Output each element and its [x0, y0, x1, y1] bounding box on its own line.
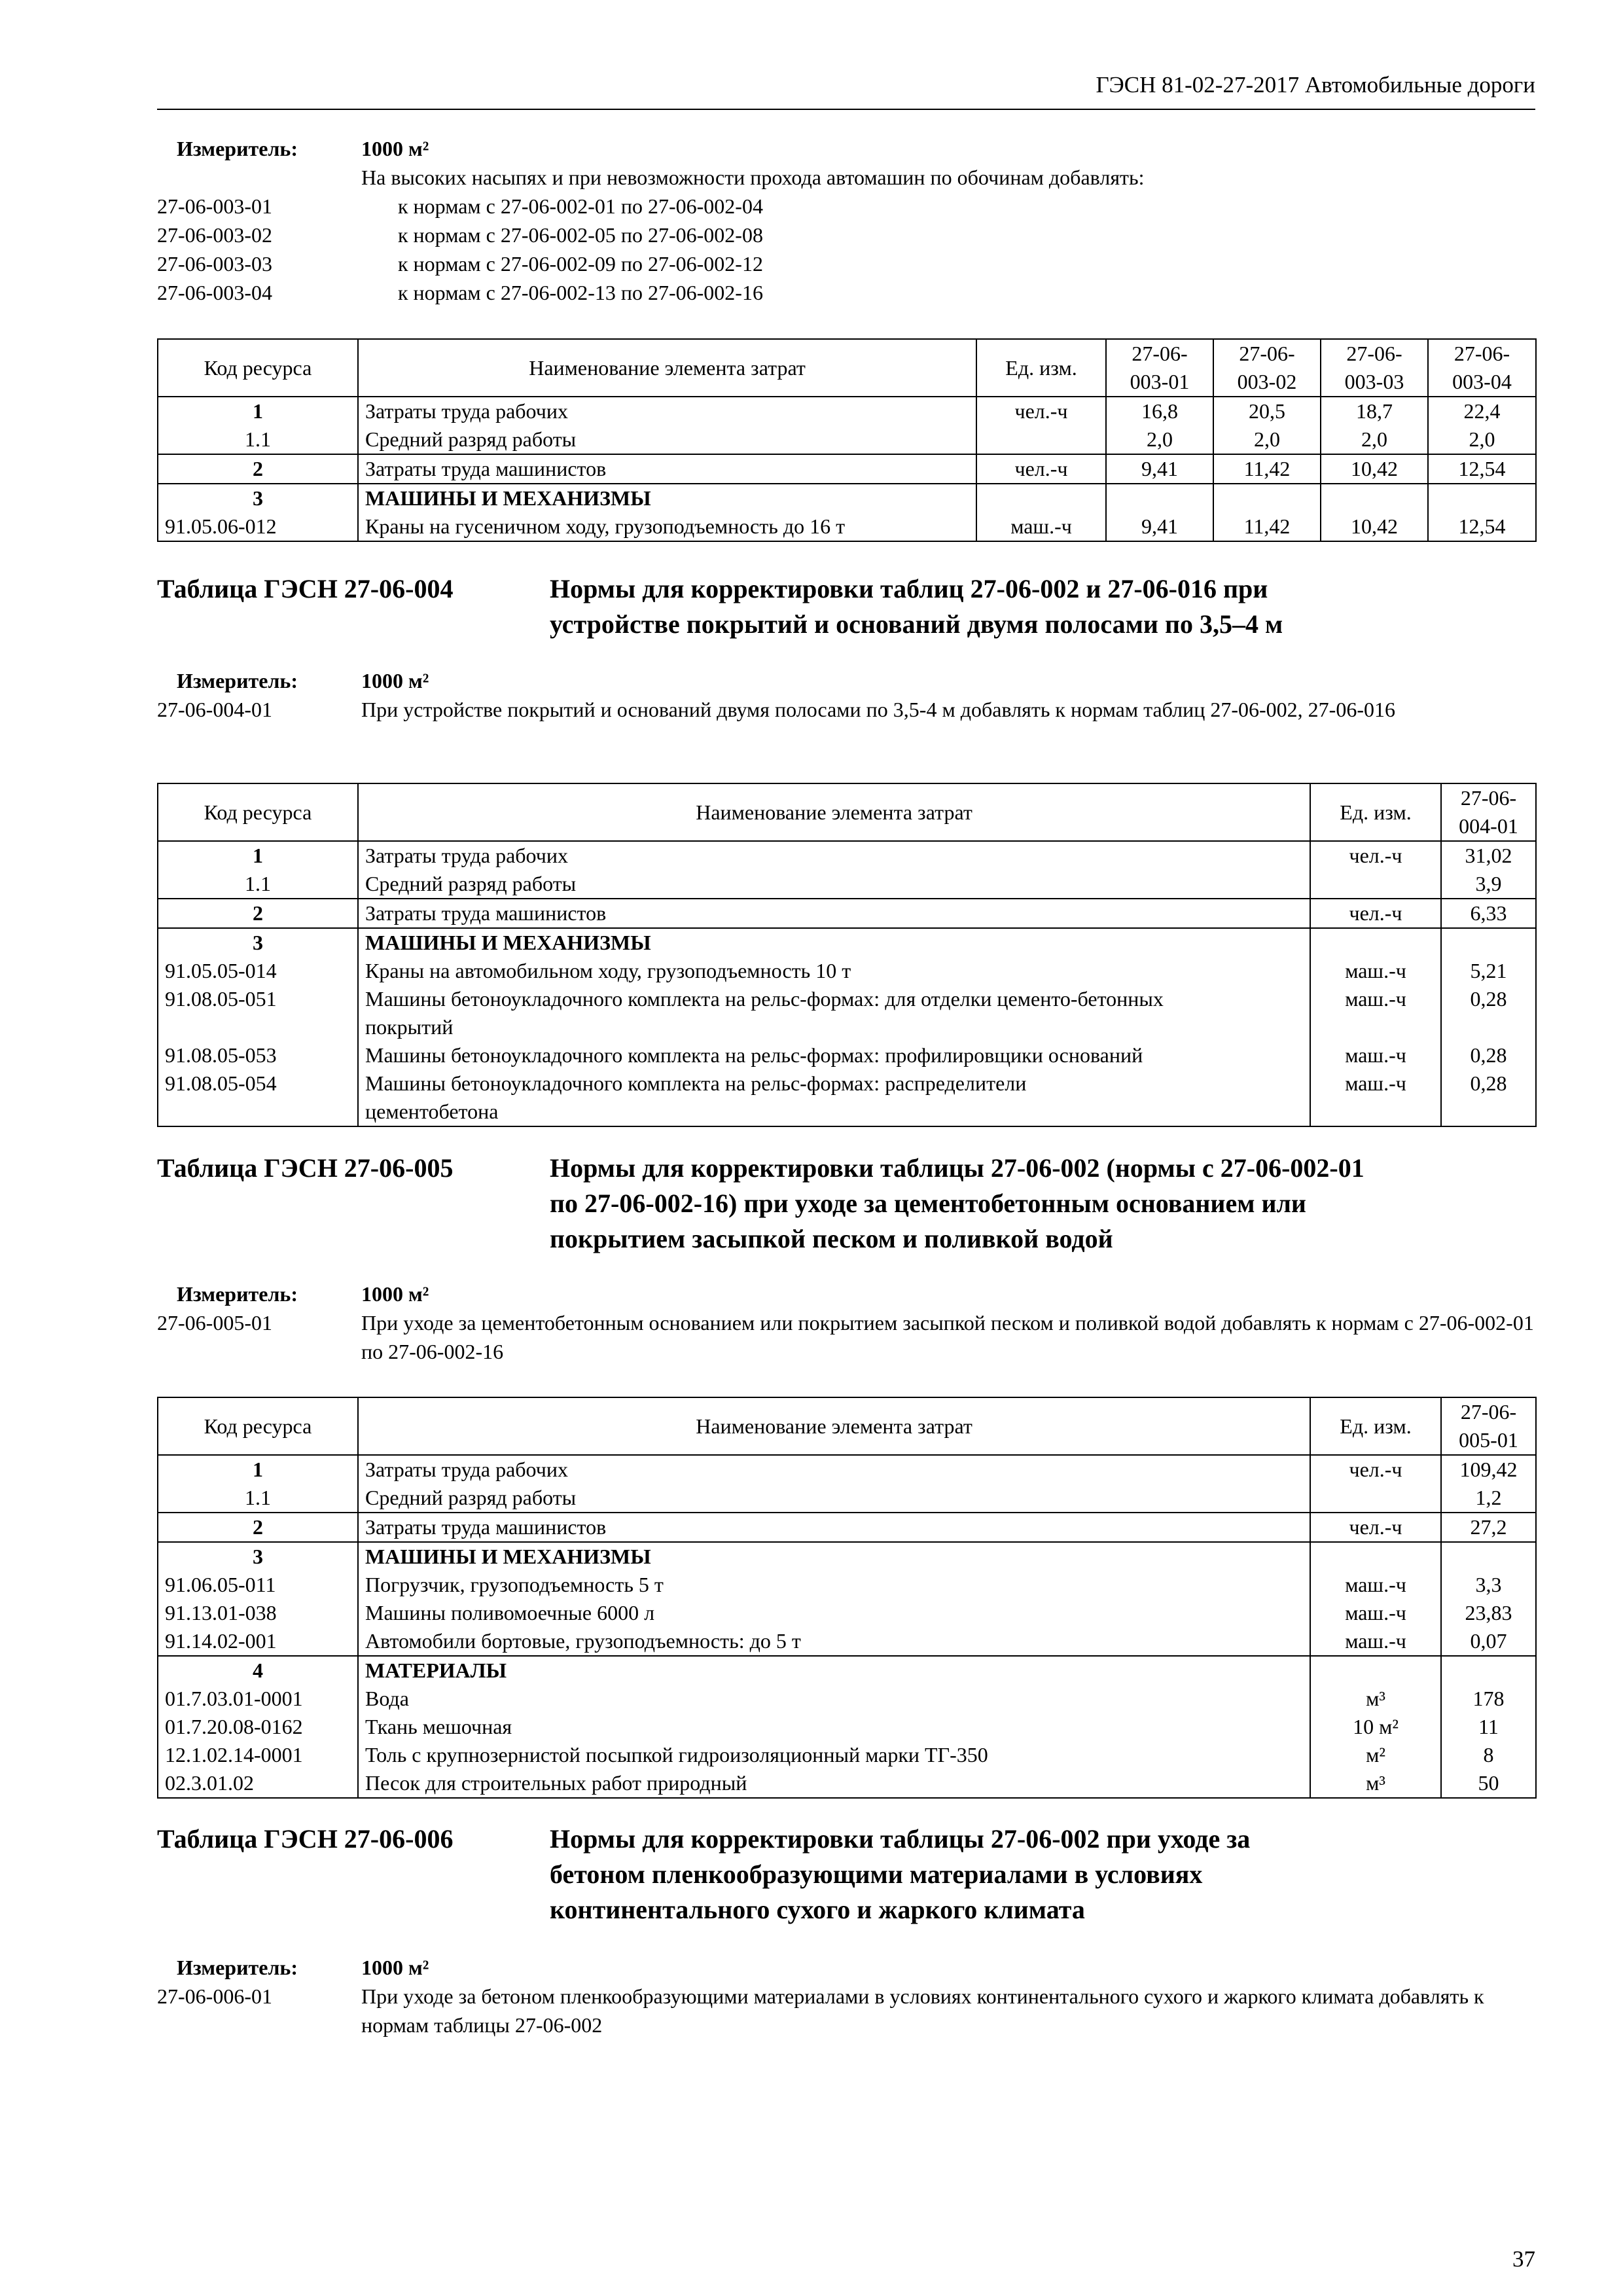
resource-value: 11: [1441, 1713, 1536, 1741]
resource-code: 1.1: [158, 870, 358, 899]
resource-value: 12,54: [1428, 512, 1536, 541]
resource-unit: маш.-ч: [1310, 957, 1441, 985]
resource-unit: м³: [1310, 1685, 1441, 1713]
resource-name: Краны на гусеничном ходу, грузоподъемность до 16 т: [358, 512, 976, 541]
table-row: [158, 1627, 1536, 1656]
table-title-005: [157, 1151, 1535, 1257]
col-header-name: Наименование элемента затрат: [358, 1397, 1310, 1455]
resource-code: 2: [158, 1513, 358, 1542]
resource-code: 2: [158, 454, 358, 484]
table-row: [158, 484, 1536, 512]
resource-unit: м²: [1310, 1741, 1441, 1769]
page-header: [157, 72, 1535, 110]
resource-code: 91.14.02-001: [158, 1627, 358, 1656]
section-004-intro: [157, 666, 1535, 724]
measure-unit: 1000 м²: [361, 669, 429, 692]
norm-text: к нормам с 27-06-002-13 по 27-06-002-16: [398, 281, 763, 304]
table-row: [158, 454, 1536, 484]
resource-name: Автомобили бортовые, грузоподъемность: до 5 т: [358, 1627, 1310, 1656]
resource-code: 12.1.02.14-0001: [158, 1741, 358, 1769]
norm-code: 27-06-004-01: [157, 698, 272, 721]
resource-name: МАШИНЫ И МЕХАНИЗМЫ: [358, 484, 976, 512]
resource-code: 01.7.20.08-0162: [158, 1713, 358, 1741]
measure-label: Измеритель:: [177, 137, 298, 160]
table-row: [158, 957, 1536, 985]
resource-unit: маш.-ч: [1310, 1069, 1441, 1126]
col-header-name: Наименование элемента затрат: [358, 783, 1310, 841]
table-title-004: [157, 571, 1535, 642]
resource-value: 12,54: [1428, 454, 1536, 484]
col-header-unit: Ед. изм.: [1310, 1397, 1441, 1455]
resource-unit: чел.-ч: [1310, 899, 1441, 928]
table-number: Таблица ГЭСН 27-06-004: [157, 574, 454, 603]
measure-label: Измеритель:: [177, 1956, 298, 1979]
resource-value: 11,42: [1213, 512, 1321, 541]
table-number: Таблица ГЭСН 27-06-005: [157, 1153, 454, 1183]
table-row: [158, 899, 1536, 928]
resource-name: Машины бетоноукладочного комплекта на рельс-формах: распределители цементобетона: [358, 1069, 1310, 1126]
norm-code: 27-06-003-02: [157, 223, 272, 247]
resource-value: 9,41: [1106, 454, 1213, 484]
norm-code: 27-06-003-03: [157, 252, 272, 276]
resource-value: [1106, 484, 1213, 512]
table-row: [158, 1713, 1536, 1741]
resource-code: 4: [158, 1656, 358, 1685]
resource-code: 3: [158, 1542, 358, 1571]
resource-value: 10,42: [1321, 512, 1428, 541]
table-row: [158, 841, 1536, 870]
resource-name: Машины бетоноукладочного комплекта на рельс-формах: для отделки цементо-бетонных покрытий: [358, 985, 1310, 1041]
table-row: [158, 1455, 1536, 1484]
resource-value: 31,02: [1441, 841, 1536, 870]
resource-name: Толь с крупнозернистой посыпкой гидроизоляционный марки ТГ-350: [358, 1741, 1310, 1769]
resource-value: [1213, 484, 1321, 512]
resource-name: Краны на автомобильном ходу, грузоподъемность 10 т: [358, 957, 1310, 985]
resource-code: 91.08.05-054: [158, 1069, 358, 1126]
resource-value: 9,41: [1106, 512, 1213, 541]
resource-value: 20,5: [1213, 397, 1321, 425]
col-header-norm: 27-06-003-02: [1213, 339, 1321, 397]
col-header-norm: 27-06-005-01: [1441, 1397, 1536, 1455]
table-row: [158, 985, 1536, 1041]
resource-value: 0,28: [1441, 1041, 1536, 1069]
norm-code: 27-06-005-01: [157, 1311, 272, 1335]
col-header-name: Наименование элемента затрат: [358, 339, 976, 397]
table-row: [158, 1513, 1536, 1542]
resource-code: 91.06.05-011: [158, 1571, 358, 1599]
resource-name: Затраты труда машинистов: [358, 454, 976, 484]
resource-code: 91.13.01-038: [158, 1599, 358, 1627]
section-006-intro: [157, 1953, 1535, 2039]
page-number: 37: [1512, 2246, 1535, 2272]
resource-value: 16,8: [1106, 397, 1213, 425]
resource-unit: маш.-ч: [976, 512, 1106, 541]
resource-unit: [1310, 1484, 1441, 1513]
resource-code: 91.08.05-053: [158, 1041, 358, 1069]
resource-unit: [1310, 870, 1441, 899]
resource-unit: м³: [1310, 1769, 1441, 1798]
resource-code: 01.7.03.01-0001: [158, 1685, 358, 1713]
resource-name: Машины поливомоечные 6000 л: [358, 1599, 1310, 1627]
resource-value: [1441, 1542, 1536, 1571]
resource-code: 91.08.05-051: [158, 985, 358, 1041]
resource-code: 3: [158, 484, 358, 512]
resource-code: 1: [158, 397, 358, 425]
resource-value: 0,28: [1441, 1069, 1536, 1126]
norm-text: к нормам с 27-06-002-05 по 27-06-002-08: [398, 223, 763, 247]
resource-unit: чел.-ч: [976, 454, 1106, 484]
col-header-norm: 27-06-003-03: [1321, 339, 1428, 397]
intro-text: На высоких насыпях и при невозможности прохода автомашин по обочинам добавлять:: [361, 166, 1145, 189]
section-003-intro: [157, 134, 1535, 307]
resource-table-004-body: [157, 783, 1537, 1127]
resource-unit: маш.-ч: [1310, 1041, 1441, 1069]
resource-name: Затраты труда рабочих: [358, 397, 976, 425]
header-title: ГЭСН 81-02-27-2017 Автомобильные дороги: [1096, 72, 1535, 98]
resource-value: 1,2: [1441, 1484, 1536, 1513]
resource-unit: маш.-ч: [1310, 1627, 1441, 1656]
resource-code: 1.1: [158, 1484, 358, 1513]
resource-name: Затраты труда рабочих: [358, 841, 1310, 870]
resource-code: 3: [158, 928, 358, 957]
norm-text: к нормам с 27-06-002-01 по 27-06-002-04: [398, 194, 763, 218]
resource-value: 2,0: [1106, 425, 1213, 454]
resource-name: Затраты труда машинистов: [358, 1513, 1310, 1542]
resource-value: 0,07: [1441, 1627, 1536, 1656]
resource-unit: чел.-ч: [1310, 1513, 1441, 1542]
resource-code: 1: [158, 841, 358, 870]
table-row: [158, 1571, 1536, 1599]
table-row: [158, 928, 1536, 957]
resource-value: 11,42: [1213, 454, 1321, 484]
resource-value: 109,42: [1441, 1455, 1536, 1484]
resource-table-005: [157, 1397, 1537, 1799]
measure-label: Измеритель:: [177, 669, 298, 692]
resource-name: Вода: [358, 1685, 1310, 1713]
resource-value: 2,0: [1213, 425, 1321, 454]
norm-description: При устройстве покрытий и оснований двумя полосами по 3,5-4 м добавлять к нормам таблиц 27-06-002, 27-06-016: [361, 698, 1395, 721]
table-row: [158, 1656, 1536, 1685]
resource-code: 1: [158, 1455, 358, 1484]
norm-description: При уходе за бетоном пленкообразующими материалами в условиях континентального сухого и жаркого климата добавлять к нормам таблицы 27-06-002: [361, 1984, 1484, 2037]
table-caption: Нормы для корректировки таблиц 27-06-002 и 27-06-016 при устройстве покрытий и оснований двумя полосами по 3,5–4 м: [550, 574, 1283, 639]
resource-value: [1441, 1656, 1536, 1685]
col-header-unit: Ед. изм.: [976, 339, 1106, 397]
resource-unit: чел.-ч: [1310, 841, 1441, 870]
resource-value: 27,2: [1441, 1513, 1536, 1542]
col-header-norm: 27-06-003-04: [1428, 339, 1536, 397]
resource-value: [1321, 484, 1428, 512]
measure-unit: 1000 м²: [361, 1282, 429, 1306]
norm-description: При уходе за цементобетонным основанием или покрытием засыпкой песком и поливкой водой добавлять к нормам с 27-06-002-01 по 27-06-002-16: [361, 1311, 1534, 1363]
table-row: [158, 1599, 1536, 1627]
table-row: [158, 1741, 1536, 1769]
col-header-code: Код ресурса: [158, 783, 358, 841]
table-caption: Нормы для корректировки таблицы 27-06-002 (нормы с 27-06-002-01 по 27-06-002-16) при уходе за цементобетонным основанием или покрытием засыпкой песком и поливкой водой: [550, 1153, 1364, 1253]
resource-name: Ткань мешочная: [358, 1713, 1310, 1741]
resource-unit: [1310, 928, 1441, 957]
section-005-intro: [157, 1280, 1535, 1366]
col-header-code: Код ресурса: [158, 339, 358, 397]
resource-value: 50: [1441, 1769, 1536, 1798]
resource-name: Затраты труда машинистов: [358, 899, 1310, 928]
resource-unit: чел.-ч: [976, 397, 1106, 425]
resource-unit: [1310, 1542, 1441, 1571]
resource-value: 0,28: [1441, 985, 1536, 1041]
resource-name: Машины бетоноукладочного комплекта на рельс-формах: профилировщики оснований: [358, 1041, 1310, 1069]
resource-value: 3,3: [1441, 1571, 1536, 1599]
resource-value: 3,9: [1441, 870, 1536, 899]
resource-code: 91.05.06-012: [158, 512, 358, 541]
resource-value: [1428, 484, 1536, 512]
resource-name: Средний разряд работы: [358, 1484, 1310, 1513]
resource-value: 18,7: [1321, 397, 1428, 425]
norm-code: 27-06-003-01: [157, 194, 272, 218]
resource-unit: [976, 425, 1106, 454]
table-row: [158, 870, 1536, 899]
resource-value: 5,21: [1441, 957, 1536, 985]
table-title-006: [157, 1821, 1535, 1928]
measure-unit: 1000 м²: [361, 1956, 429, 1979]
table-row: [158, 512, 1536, 541]
resource-code: 1.1: [158, 425, 358, 454]
col-header-norm: 27-06-004-01: [1441, 783, 1536, 841]
table-row: [158, 425, 1536, 454]
resource-unit: маш.-ч: [1310, 1599, 1441, 1627]
norm-code: 27-06-003-04: [157, 281, 272, 304]
table-row: [158, 1041, 1536, 1069]
resource-unit: 10 м²: [1310, 1713, 1441, 1741]
resource-value: 6,33: [1441, 899, 1536, 928]
table-row: [158, 1542, 1536, 1571]
resource-table-003: [157, 338, 1537, 542]
resource-unit: маш.-ч: [1310, 985, 1441, 1041]
resource-name: Средний разряд работы: [358, 425, 976, 454]
resource-unit: чел.-ч: [1310, 1455, 1441, 1484]
col-header-unit: Ед. изм.: [1310, 783, 1441, 841]
resource-unit: [1310, 1656, 1441, 1685]
resource-code: 91.05.05-014: [158, 957, 358, 985]
table-row: [158, 397, 1536, 425]
resource-value: 10,42: [1321, 454, 1428, 484]
table-row: [158, 1769, 1536, 1798]
measure-label: Измеритель:: [177, 1282, 298, 1306]
norm-code: 27-06-006-01: [157, 1984, 272, 2008]
resource-name: МАТЕРИАЛЫ: [358, 1656, 1310, 1685]
resource-name: МАШИНЫ И МЕХАНИЗМЫ: [358, 928, 1310, 957]
resource-value: 2,0: [1321, 425, 1428, 454]
resource-name: Песок для строительных работ природный: [358, 1769, 1310, 1798]
resource-value: 178: [1441, 1685, 1536, 1713]
resource-code: 2: [158, 899, 358, 928]
resource-value: 8: [1441, 1741, 1536, 1769]
resource-unit: маш.-ч: [1310, 1571, 1441, 1599]
norm-text: к нормам с 27-06-002-09 по 27-06-002-12: [398, 252, 763, 276]
resource-code: 02.3.01.02: [158, 1769, 358, 1798]
resource-name: МАШИНЫ И МЕХАНИЗМЫ: [358, 1542, 1310, 1571]
resource-name: Погрузчик, грузоподъемность 5 т: [358, 1571, 1310, 1599]
col-header-norm: 27-06-003-01: [1106, 339, 1213, 397]
resource-value: 2,0: [1428, 425, 1536, 454]
table-caption: Нормы для корректировки таблицы 27-06-002 при уходе за бетоном пленкообразующими материалами в условиях континентального сухого и жаркого климата: [550, 1824, 1251, 1924]
resource-name: Средний разряд работы: [358, 870, 1310, 899]
table-number: Таблица ГЭСН 27-06-006: [157, 1824, 454, 1854]
col-header-code: Код ресурса: [158, 1397, 358, 1455]
table-row: [158, 1685, 1536, 1713]
resource-value: [1441, 928, 1536, 957]
table-row: [158, 1484, 1536, 1513]
resource-unit: [976, 484, 1106, 512]
resource-value: 23,83: [1441, 1599, 1536, 1627]
resource-value: 22,4: [1428, 397, 1536, 425]
measure-unit: 1000 м²: [361, 137, 429, 160]
resource-name: Затраты труда рабочих: [358, 1455, 1310, 1484]
table-row: [158, 1069, 1536, 1126]
